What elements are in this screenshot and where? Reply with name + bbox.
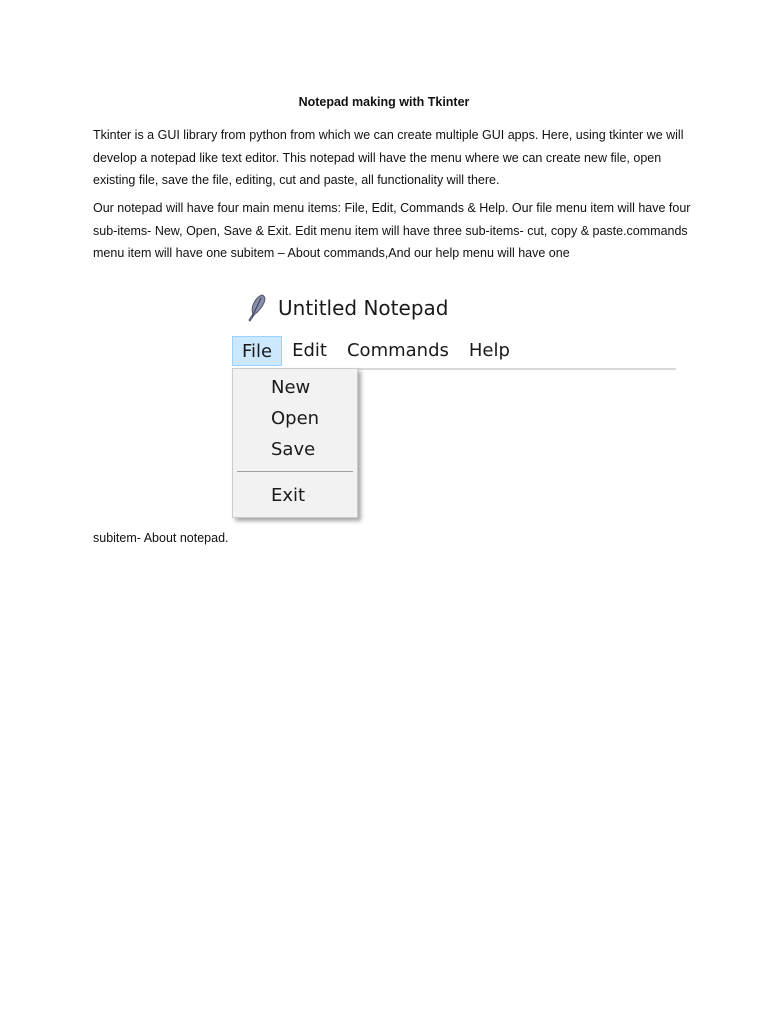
window-title: Untitled Notepad [278,296,449,320]
notepad-screenshot [232,288,676,523]
document-title: Notepad making with Tkinter [298,95,470,109]
paragraph-intro: Tkinter is a GUI library from python from which we can create multiple GUI apps. Here, using tkinter we will develop a notepad like text editor. This notepad will have the menu where we can create new file, open existing file, save the file, editing, cut and paste, all functionality will there. [93,128,684,187]
menu-item-save[interactable]: Save [271,439,316,460]
file-dropdown-menu [232,368,358,518]
paragraph-menu-description: Our notepad will have four main menu items: File, Edit, Commands & Help. Our file menu item will have four sub-items- New, Open, Save & Exit. Edit menu item will have three sub-items- cut, copy & paste.commands menu item will have one subitem – About commands,And our help menu will have one [93,201,691,260]
menu-file[interactable]: File [232,336,282,366]
menu-separator [237,471,353,472]
menu-item-new[interactable]: New [271,377,311,398]
menu-edit[interactable]: Edit [292,340,327,361]
menu-item-exit[interactable]: Exit [271,485,306,506]
menu-help[interactable]: Help [468,340,510,361]
window-titlebar [232,288,676,328]
menu-commands[interactable]: Commands [346,340,449,361]
menu-item-open[interactable]: Open [271,408,320,429]
paragraph-continuation: subitem- About notepad. [93,531,229,545]
menu-bar [232,334,676,370]
feather-icon [244,293,270,323]
